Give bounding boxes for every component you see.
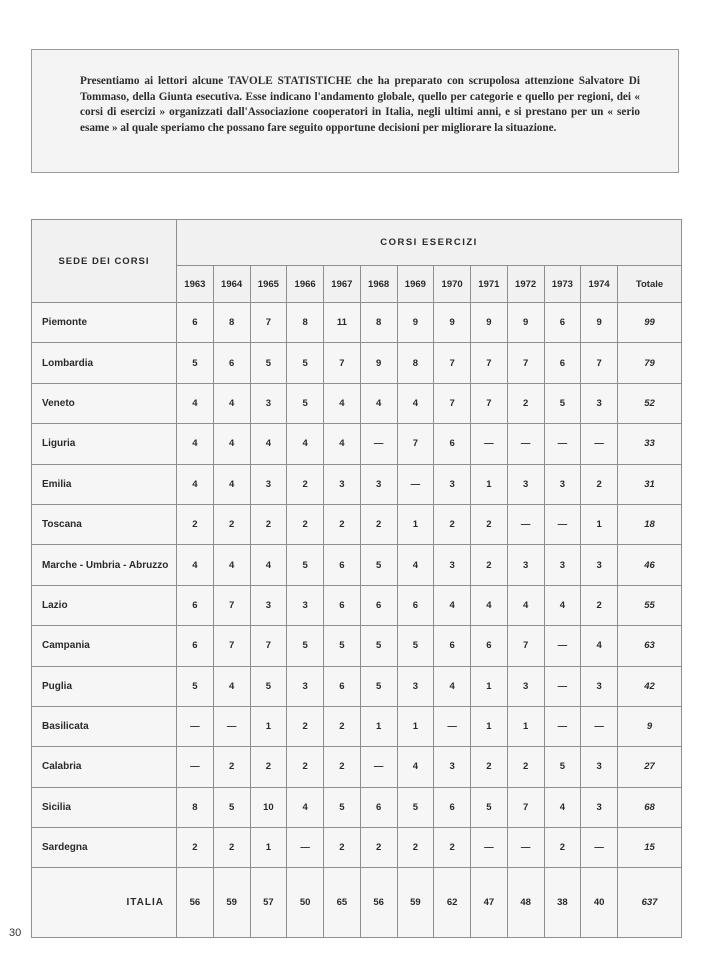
- value-cell: 5: [397, 787, 434, 827]
- value-cell: 3: [507, 545, 544, 585]
- year-header-1972: 1972: [507, 266, 544, 303]
- total-cell: 27: [618, 747, 682, 787]
- value-cell: 1: [397, 706, 434, 746]
- value-cell: 4: [397, 747, 434, 787]
- total-cell: 33: [618, 424, 682, 464]
- italia-value-cell: 40: [581, 868, 618, 938]
- value-cell: 5: [177, 666, 214, 706]
- value-cell: 9: [360, 343, 397, 383]
- total-cell: 18: [618, 504, 682, 544]
- value-cell: 5: [250, 343, 287, 383]
- value-cell: 7: [507, 626, 544, 666]
- value-cell: 6: [177, 585, 214, 625]
- italia-value-cell: 50: [287, 868, 324, 938]
- value-cell: 1: [397, 504, 434, 544]
- value-cell: 6: [544, 343, 581, 383]
- table-row: [32, 585, 682, 625]
- value-cell: 4: [471, 585, 508, 625]
- value-cell: —: [544, 424, 581, 464]
- value-cell: 2: [360, 828, 397, 868]
- grand-total-cell: 637: [618, 868, 682, 938]
- value-cell: 4: [507, 585, 544, 625]
- table-row: [32, 343, 682, 383]
- value-cell: —: [544, 504, 581, 544]
- region-label: Emilia: [32, 464, 177, 504]
- value-cell: 3: [250, 585, 287, 625]
- table-row: [32, 464, 682, 504]
- value-cell: —: [544, 626, 581, 666]
- value-cell: 7: [213, 626, 250, 666]
- value-cell: 4: [397, 383, 434, 423]
- value-cell: 2: [213, 504, 250, 544]
- value-cell: 7: [434, 343, 471, 383]
- header-corsi-esercizi: CORSI ESERCIZI: [177, 220, 682, 266]
- italia-value-cell: 59: [213, 868, 250, 938]
- total-cell: 46: [618, 545, 682, 585]
- italia-value-cell: 38: [544, 868, 581, 938]
- value-cell: 5: [287, 343, 324, 383]
- value-cell: 3: [434, 545, 471, 585]
- value-cell: 4: [177, 424, 214, 464]
- value-cell: 11: [324, 303, 361, 343]
- value-cell: 2: [360, 504, 397, 544]
- year-header-1967: 1967: [324, 266, 361, 303]
- value-cell: 8: [213, 303, 250, 343]
- year-header-1970: 1970: [434, 266, 471, 303]
- value-cell: 3: [581, 747, 618, 787]
- value-cell: 3: [397, 666, 434, 706]
- value-cell: 5: [397, 626, 434, 666]
- value-cell: —: [177, 747, 214, 787]
- value-cell: 7: [324, 343, 361, 383]
- value-cell: 1: [250, 828, 287, 868]
- value-cell: 6: [360, 787, 397, 827]
- table-row: [32, 383, 682, 423]
- value-cell: 9: [434, 303, 471, 343]
- value-cell: 2: [434, 504, 471, 544]
- value-cell: 9: [581, 303, 618, 343]
- value-cell: —: [581, 424, 618, 464]
- value-cell: 3: [544, 464, 581, 504]
- value-cell: 8: [287, 303, 324, 343]
- value-cell: 5: [360, 545, 397, 585]
- year-header-1963: 1963: [177, 266, 214, 303]
- value-cell: 7: [397, 424, 434, 464]
- region-label: Toscana: [32, 504, 177, 544]
- region-label: Sicilia: [32, 787, 177, 827]
- value-cell: 4: [213, 464, 250, 504]
- value-cell: 5: [177, 343, 214, 383]
- value-cell: —: [507, 424, 544, 464]
- value-cell: 2: [324, 828, 361, 868]
- value-cell: 5: [287, 383, 324, 423]
- value-cell: 7: [507, 343, 544, 383]
- value-cell: —: [544, 666, 581, 706]
- region-label: Sardegna: [32, 828, 177, 868]
- italia-value-cell: 47: [471, 868, 508, 938]
- value-cell: 6: [471, 626, 508, 666]
- value-cell: 7: [471, 343, 508, 383]
- table-row: [32, 828, 682, 868]
- region-label: Lombardia: [32, 343, 177, 383]
- value-cell: 1: [581, 504, 618, 544]
- total-cell: 42: [618, 666, 682, 706]
- value-cell: 4: [213, 545, 250, 585]
- year-header-1966: 1966: [287, 266, 324, 303]
- table-row: [32, 787, 682, 827]
- italia-value-cell: 59: [397, 868, 434, 938]
- value-cell: 3: [581, 666, 618, 706]
- value-cell: 6: [324, 585, 361, 625]
- italia-label: ITALIA: [32, 868, 177, 938]
- italia-value-cell: 62: [434, 868, 471, 938]
- value-cell: 5: [250, 666, 287, 706]
- value-cell: 4: [177, 383, 214, 423]
- value-cell: 4: [287, 424, 324, 464]
- region-label: Marche - Umbria - Abruzzo: [32, 545, 177, 585]
- table-row: [32, 626, 682, 666]
- value-cell: 9: [471, 303, 508, 343]
- value-cell: —: [544, 706, 581, 746]
- value-cell: 2: [287, 504, 324, 544]
- value-cell: 2: [544, 828, 581, 868]
- table-row: [32, 706, 682, 746]
- value-cell: 3: [360, 464, 397, 504]
- year-header-1971: 1971: [471, 266, 508, 303]
- value-cell: 7: [471, 383, 508, 423]
- table-row: [32, 545, 682, 585]
- value-cell: 4: [213, 383, 250, 423]
- total-cell: 15: [618, 828, 682, 868]
- region-label: Campania: [32, 626, 177, 666]
- total-cell: 63: [618, 626, 682, 666]
- value-cell: 1: [471, 666, 508, 706]
- value-cell: —: [287, 828, 324, 868]
- value-cell: 6: [434, 626, 471, 666]
- italia-value-cell: 56: [177, 868, 214, 938]
- italia-value-cell: 65: [324, 868, 361, 938]
- header-sede-dei-corsi: SEDE DEI CORSI: [32, 220, 177, 303]
- year-header-1965: 1965: [250, 266, 287, 303]
- value-cell: —: [434, 706, 471, 746]
- value-cell: —: [471, 424, 508, 464]
- value-cell: 5: [544, 383, 581, 423]
- value-cell: 2: [250, 747, 287, 787]
- value-cell: 8: [397, 343, 434, 383]
- total-cell: 99: [618, 303, 682, 343]
- value-cell: 10: [250, 787, 287, 827]
- value-cell: —: [213, 706, 250, 746]
- value-cell: 2: [397, 828, 434, 868]
- year-header-1969: 1969: [397, 266, 434, 303]
- italia-total-row: [32, 868, 682, 938]
- value-cell: 6: [177, 303, 214, 343]
- value-cell: 3: [581, 545, 618, 585]
- value-cell: 6: [324, 666, 361, 706]
- value-cell: 7: [213, 585, 250, 625]
- value-cell: 6: [324, 545, 361, 585]
- value-cell: 6: [434, 424, 471, 464]
- value-cell: —: [360, 424, 397, 464]
- value-cell: —: [360, 747, 397, 787]
- value-cell: 4: [434, 666, 471, 706]
- value-cell: 2: [581, 585, 618, 625]
- value-cell: 5: [360, 666, 397, 706]
- value-cell: 7: [250, 303, 287, 343]
- value-cell: 1: [507, 706, 544, 746]
- value-cell: 1: [471, 464, 508, 504]
- value-cell: —: [507, 504, 544, 544]
- value-cell: 3: [250, 464, 287, 504]
- value-cell: 9: [507, 303, 544, 343]
- region-label: Lazio: [32, 585, 177, 625]
- value-cell: 3: [581, 787, 618, 827]
- value-cell: 6: [434, 787, 471, 827]
- value-cell: 6: [360, 585, 397, 625]
- value-cell: 5: [544, 747, 581, 787]
- statistics-table: [31, 219, 682, 938]
- value-cell: 1: [250, 706, 287, 746]
- value-cell: 4: [324, 424, 361, 464]
- value-cell: 8: [360, 303, 397, 343]
- value-cell: 4: [360, 383, 397, 423]
- value-cell: 3: [434, 464, 471, 504]
- value-cell: 5: [324, 626, 361, 666]
- value-cell: 2: [287, 747, 324, 787]
- value-cell: 2: [287, 464, 324, 504]
- region-label: Liguria: [32, 424, 177, 464]
- value-cell: 5: [213, 787, 250, 827]
- value-cell: —: [471, 828, 508, 868]
- page-number: 30: [9, 927, 22, 939]
- value-cell: 2: [250, 504, 287, 544]
- value-cell: 2: [581, 464, 618, 504]
- value-cell: 3: [581, 383, 618, 423]
- total-cell: 9: [618, 706, 682, 746]
- total-cell: 31: [618, 464, 682, 504]
- value-cell: 2: [213, 747, 250, 787]
- value-cell: 2: [324, 504, 361, 544]
- italia-value-cell: 57: [250, 868, 287, 938]
- value-cell: 4: [434, 585, 471, 625]
- value-cell: 6: [177, 626, 214, 666]
- value-cell: 6: [544, 303, 581, 343]
- value-cell: 4: [177, 464, 214, 504]
- value-cell: 2: [324, 706, 361, 746]
- intro-paragraph: Presentiamo ai lettori alcune TAVOLE STATISTICHE che ha preparato con scrupolosa attenzione Salvatore Di Tommaso, della Giunta esecutiva. Esse indicano l'andamento globale, quello per categorie e quello per regioni, dei « corsi di esercizi » organizzati dall'Associazione cooperatori in Italia, negli ultimi anni, e si prestano per un « serio esame » al quale speriamo che possano fare seguito opportune decisioni per migliorare la situazione.: [80, 75, 640, 134]
- table-row: [32, 666, 682, 706]
- region-label: Calabria: [32, 747, 177, 787]
- year-header-1974: 1974: [581, 266, 618, 303]
- value-cell: 4: [250, 545, 287, 585]
- total-cell: 52: [618, 383, 682, 423]
- total-cell: 79: [618, 343, 682, 383]
- table-row: [32, 747, 682, 787]
- italia-value-cell: 48: [507, 868, 544, 938]
- value-cell: 7: [507, 787, 544, 827]
- value-cell: 4: [213, 666, 250, 706]
- year-header-1973: 1973: [544, 266, 581, 303]
- value-cell: 5: [360, 626, 397, 666]
- value-cell: 7: [250, 626, 287, 666]
- table-row: [32, 424, 682, 464]
- region-label: Basilicata: [32, 706, 177, 746]
- value-cell: 2: [177, 828, 214, 868]
- value-cell: 4: [544, 787, 581, 827]
- value-cell: 3: [250, 383, 287, 423]
- value-cell: 3: [324, 464, 361, 504]
- value-cell: 4: [397, 545, 434, 585]
- value-cell: 7: [581, 343, 618, 383]
- total-cell: 68: [618, 787, 682, 827]
- value-cell: 1: [360, 706, 397, 746]
- value-cell: 2: [507, 747, 544, 787]
- year-header-1968: 1968: [360, 266, 397, 303]
- value-cell: 2: [507, 383, 544, 423]
- value-cell: 2: [471, 504, 508, 544]
- value-cell: 3: [544, 545, 581, 585]
- value-cell: 3: [507, 464, 544, 504]
- value-cell: 1: [471, 706, 508, 746]
- value-cell: 2: [471, 747, 508, 787]
- value-cell: —: [581, 706, 618, 746]
- value-cell: 2: [287, 706, 324, 746]
- value-cell: —: [581, 828, 618, 868]
- value-cell: 5: [471, 787, 508, 827]
- value-cell: —: [507, 828, 544, 868]
- year-header-1964: 1964: [213, 266, 250, 303]
- region-label: Puglia: [32, 666, 177, 706]
- value-cell: 3: [287, 585, 324, 625]
- value-cell: 2: [177, 504, 214, 544]
- value-cell: 4: [213, 424, 250, 464]
- table-row: [32, 504, 682, 544]
- value-cell: 5: [287, 545, 324, 585]
- value-cell: 3: [434, 747, 471, 787]
- italia-value-cell: 56: [360, 868, 397, 938]
- value-cell: 5: [324, 787, 361, 827]
- value-cell: 4: [581, 626, 618, 666]
- value-cell: 3: [287, 666, 324, 706]
- value-cell: 5: [287, 626, 324, 666]
- value-cell: 7: [434, 383, 471, 423]
- value-cell: 6: [213, 343, 250, 383]
- value-cell: 4: [177, 545, 214, 585]
- year-header-totale: Totale: [618, 266, 682, 303]
- value-cell: 4: [544, 585, 581, 625]
- value-cell: —: [397, 464, 434, 504]
- value-cell: 3: [507, 666, 544, 706]
- value-cell: 4: [287, 787, 324, 827]
- value-cell: 2: [213, 828, 250, 868]
- value-cell: 6: [397, 585, 434, 625]
- region-label: Piemonte: [32, 303, 177, 343]
- value-cell: 9: [397, 303, 434, 343]
- region-label: Veneto: [32, 383, 177, 423]
- intro-box: [31, 49, 679, 173]
- value-cell: 2: [434, 828, 471, 868]
- value-cell: —: [177, 706, 214, 746]
- value-cell: 4: [324, 383, 361, 423]
- table-row: [32, 303, 682, 343]
- value-cell: 8: [177, 787, 214, 827]
- value-cell: 2: [471, 545, 508, 585]
- value-cell: 4: [250, 424, 287, 464]
- total-cell: 55: [618, 585, 682, 625]
- value-cell: 2: [324, 747, 361, 787]
